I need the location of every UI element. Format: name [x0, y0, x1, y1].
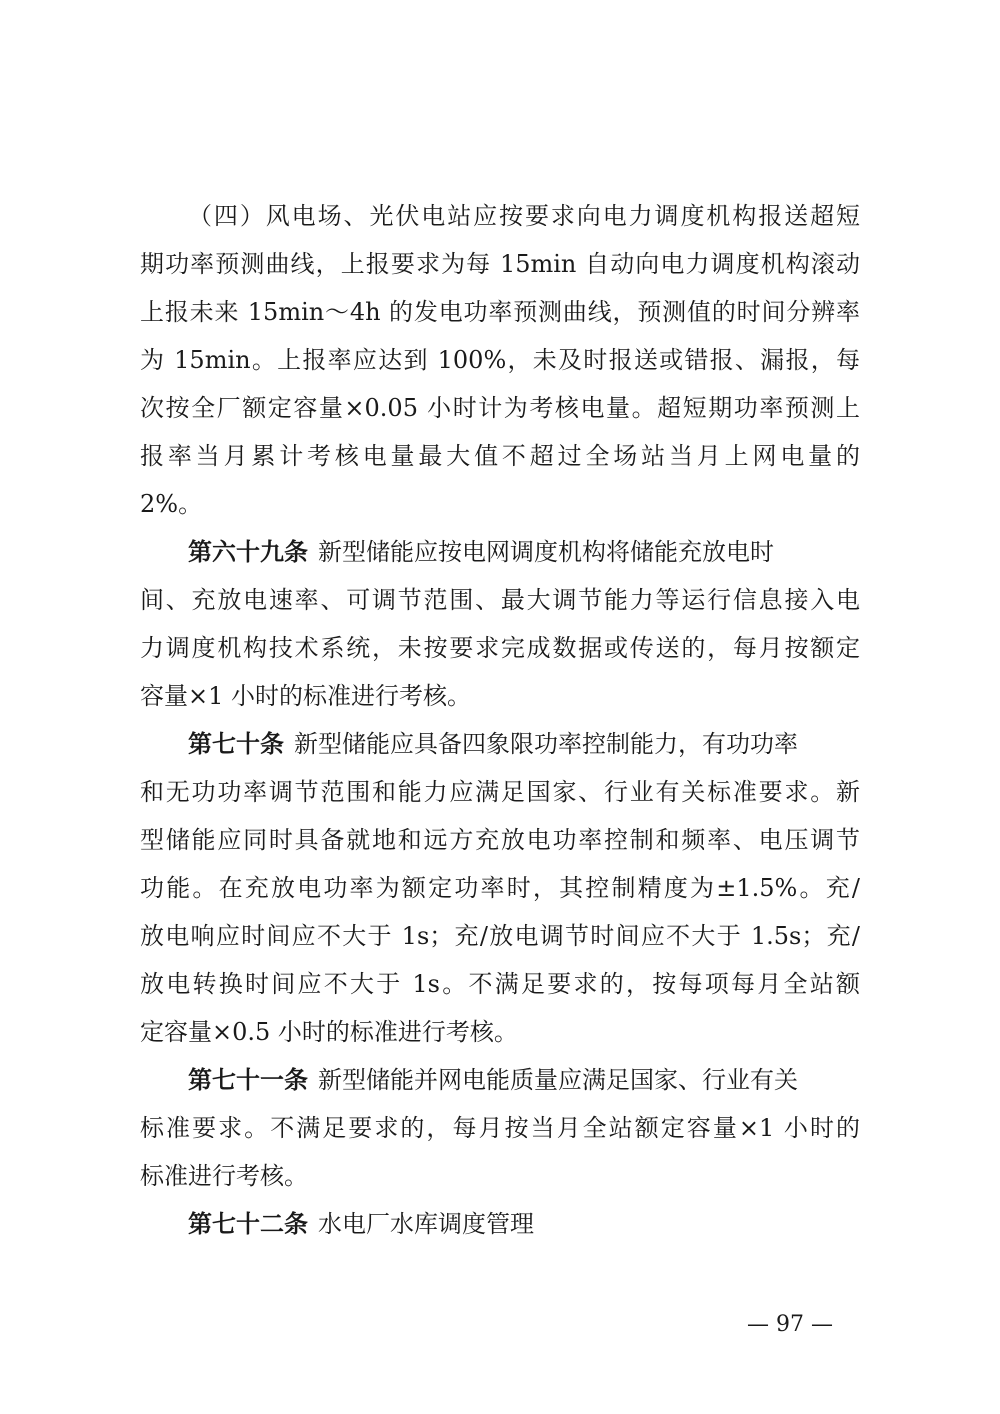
paragraph-line: 标准进行考核。 [140, 1162, 308, 1190]
article-first-line [188, 1200, 860, 1248]
article-text: 水电厂水库调度管理 [318, 1210, 534, 1238]
article-first-line [188, 1056, 860, 1104]
paragraph-line: 和无功功率调节范围和能力应满足国家、行业有关标准要求。新 [140, 778, 860, 806]
paragraph-line: （四）风电场、光伏电站应按要求向电力调度机构报送超短 [188, 202, 860, 230]
paragraph-line: 放电转换时间应不大于 1s。不满足要求的，按每项每月全站额 [140, 970, 860, 998]
paragraph-line: 为 15min。上报率应达到 100%，未及时报送或错报、漏报，每 [140, 346, 860, 374]
article-heading: 第七十条 [188, 730, 284, 758]
paragraph-line: 次按全厂额定容量×0.05 小时计为考核电量。超短期功率预测上 [140, 394, 860, 422]
paragraph-line: 型储能应同时具备就地和远方充放电功率控制和频率、电压调节 [140, 826, 860, 854]
article-first-line [188, 720, 860, 768]
article-heading: 第六十九条 [188, 538, 308, 566]
paragraph-line: 力调度机构技术系统，未按要求完成数据或传送的，每月按额定 [140, 634, 860, 662]
article-first-line [188, 528, 860, 576]
paragraph-line: 2%。 [140, 490, 203, 518]
paragraph-line: 放电响应时间应不大于 1s；充/放电调节时间应不大于 1.5s；充/ [140, 922, 860, 950]
paragraph-line: 间、充放电速率、可调节范围、最大调节能力等运行信息接入电 [140, 586, 860, 614]
article-text: 新型储能应具备四象限功率控制能力，有功功率 [294, 730, 798, 758]
paragraph-line: 容量×1 小时的标准进行考核。 [140, 682, 472, 710]
paragraph-line: 标准要求。不满足要求的，每月按当月全站额定容量×1 小时的 [140, 1114, 860, 1142]
paragraph-line: 期功率预测曲线，上报要求为每 15min 自动向电力调度机构滚动 [140, 250, 860, 278]
article-text: 新型储能并网电能质量应满足国家、行业有关 [318, 1066, 798, 1094]
paragraph-line: 上报未来 15min～4h 的发电功率预测曲线，预测值的时间分辨率 [140, 298, 860, 326]
article-text: 新型储能应按电网调度机构将储能充放电时 [318, 538, 774, 566]
paragraph-line: 功能。在充放电功率为额定功率时，其控制精度为±1.5%。充/ [140, 874, 860, 902]
paragraph-line: 定容量×0.5 小时的标准进行考核。 [140, 1018, 518, 1046]
paragraph-line: 报率当月累计考核电量最大值不超过全场站当月上网电量的 [140, 442, 860, 470]
article-heading: 第七十一条 [188, 1066, 308, 1094]
page-number: — 97 — [747, 1312, 833, 1337]
article-heading: 第七十二条 [188, 1210, 308, 1238]
